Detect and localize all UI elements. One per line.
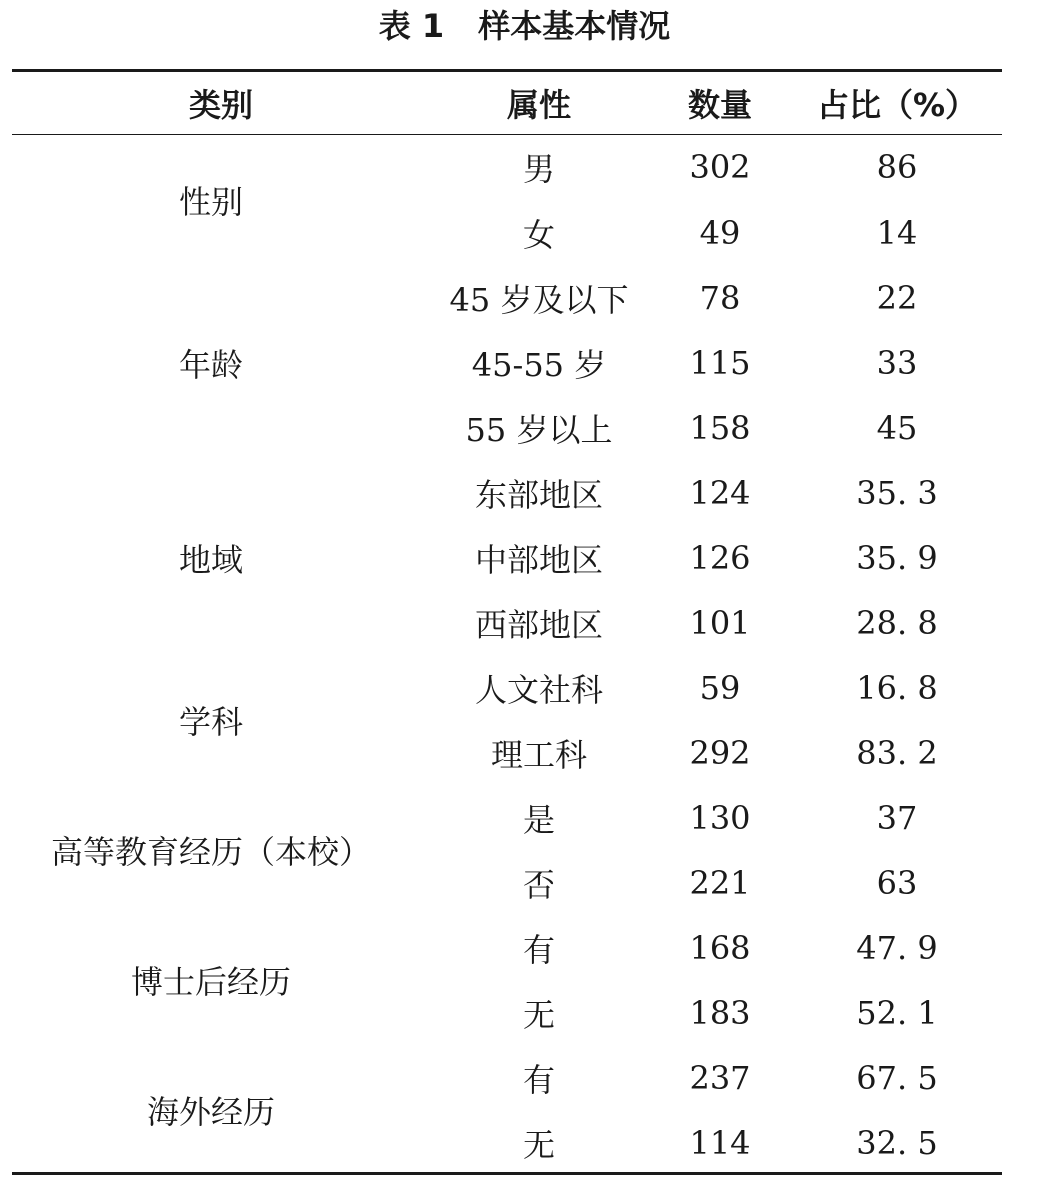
- count-cell: 126: [689, 538, 751, 577]
- count-cell: 183: [689, 993, 751, 1032]
- count-cell: 114: [689, 1123, 751, 1162]
- table-caption: [0, 4, 1049, 48]
- header-category: 类别: [188, 86, 253, 124]
- attribute-cell: 45 岁及以下: [449, 280, 629, 319]
- percent-cell: 22: [876, 278, 918, 317]
- table-row: [12, 785, 1002, 850]
- percent-cell: 35. 3: [856, 473, 938, 512]
- category-cell: 性别: [178, 182, 243, 221]
- attribute-cell: 理工科: [490, 735, 587, 774]
- count-cell: 49: [699, 213, 741, 252]
- header-count: 数量: [687, 86, 752, 124]
- percent-cell: 86: [876, 148, 918, 186]
- table-caption-title: 样本基本情况: [478, 7, 671, 45]
- count-cell: 124: [689, 473, 751, 512]
- attribute-cell: 中部地区: [474, 540, 603, 579]
- table-row: [12, 265, 1002, 330]
- attribute-cell: 西部地区: [474, 605, 603, 644]
- attribute-cell: 男: [522, 150, 555, 188]
- percent-cell: 83. 2: [856, 733, 938, 772]
- attribute-cell: 无: [522, 995, 555, 1034]
- category-cell: 高等教育经历（本校）: [50, 833, 371, 871]
- percent-cell: 63: [876, 863, 918, 902]
- count-cell: 101: [689, 603, 751, 642]
- attribute-cell: 有: [522, 930, 555, 969]
- percent-cell: 52. 1: [856, 993, 938, 1032]
- attribute-cell: 是: [522, 800, 555, 839]
- attribute-cell: 55 岁以上: [465, 410, 613, 449]
- table-header: [12, 72, 1002, 134]
- percent-cell: 45: [876, 408, 918, 447]
- header-percent: 占比（%）: [816, 86, 978, 124]
- count-cell: 292: [689, 733, 751, 772]
- category-cell: 年龄: [178, 345, 243, 384]
- table-row: [12, 460, 1002, 525]
- percent-cell: 32. 5: [856, 1123, 938, 1162]
- percent-cell: 47. 9: [856, 928, 938, 967]
- count-cell: 115: [689, 343, 751, 382]
- percent-cell: 37: [876, 798, 918, 837]
- attribute-cell: 东部地区: [474, 475, 603, 514]
- count-cell: 158: [689, 408, 751, 447]
- attribute-cell: 女: [522, 215, 555, 254]
- category-cell: 博士后经历: [130, 963, 291, 1001]
- percent-cell: 67. 5: [856, 1058, 938, 1097]
- percent-cell: 33: [876, 343, 918, 382]
- count-cell: 130: [689, 798, 751, 837]
- category-cell: 地域: [178, 540, 243, 579]
- table-row: [12, 655, 1002, 720]
- category-cell: 学科: [178, 703, 243, 741]
- table-row: [12, 915, 1002, 980]
- sample-table: [12, 72, 1002, 1175]
- table-body: [12, 134, 1002, 1175]
- percent-cell: 35. 9: [856, 538, 938, 577]
- count-cell: 59: [699, 668, 741, 707]
- count-cell: 78: [699, 278, 741, 317]
- header-attribute: 属性: [506, 86, 571, 124]
- count-cell: 221: [689, 863, 751, 902]
- attribute-cell: 有: [522, 1060, 555, 1099]
- attribute-cell: 无: [522, 1125, 555, 1164]
- table-row: [12, 134, 1002, 200]
- attribute-cell: 45-55 岁: [471, 345, 607, 384]
- table-row: [12, 1045, 1002, 1110]
- percent-cell: 16. 8: [856, 668, 938, 707]
- attribute-cell: 否: [522, 865, 555, 904]
- table-caption-label: 表 1: [378, 7, 445, 45]
- percent-cell: 14: [876, 213, 918, 252]
- count-cell: 302: [689, 148, 751, 186]
- count-cell: 237: [689, 1058, 751, 1097]
- count-cell: 168: [689, 928, 751, 967]
- category-cell: 海外经历: [146, 1093, 275, 1131]
- attribute-cell: 人文社科: [474, 670, 603, 709]
- percent-cell: 28. 8: [856, 603, 938, 642]
